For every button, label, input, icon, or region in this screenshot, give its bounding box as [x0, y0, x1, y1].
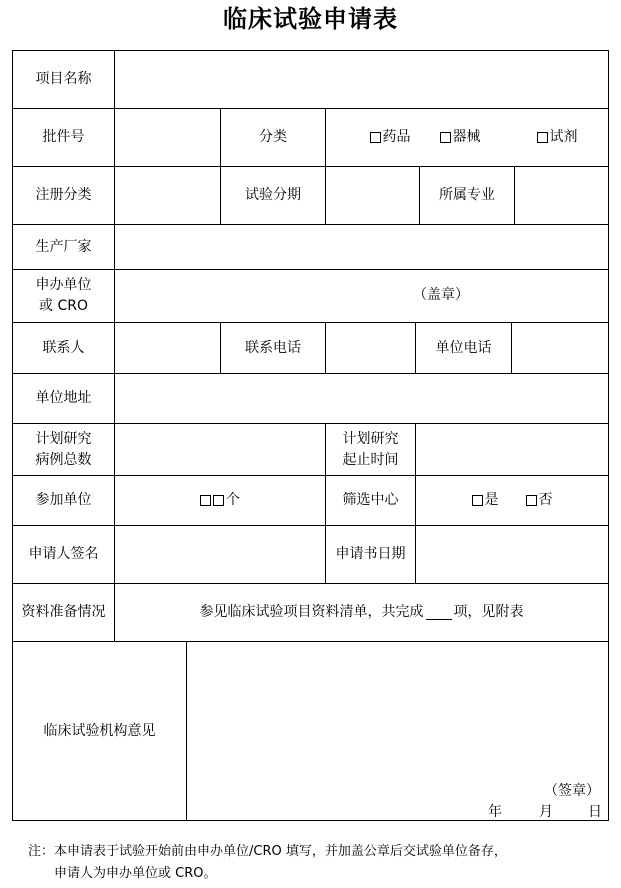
institution-opinion-label: 临床试验机构意见: [43, 722, 156, 739]
blank-box-icon: [213, 495, 224, 506]
contact-label: 联系人: [42, 339, 85, 356]
specialty-field[interactable]: [515, 167, 608, 224]
day-label: 日: [588, 804, 602, 820]
project-name-field[interactable]: [115, 51, 608, 108]
contact-phone-field[interactable]: [326, 323, 415, 373]
unit-phone-label: 单位电话: [435, 339, 492, 356]
applicant-signature-label: 申请人签名: [28, 546, 99, 562]
planned-period-field[interactable]: [416, 424, 608, 475]
batch-no-label: 批件号: [42, 129, 85, 145]
unit-address-label: 单位地址: [35, 390, 92, 406]
sponsor-field[interactable]: [115, 270, 608, 322]
materials-field[interactable]: 参见临床试验项目资料清单，共完成 项，见附表: [199, 604, 524, 620]
screening-center-label: 筛选中心: [342, 492, 399, 508]
category-option-reagent[interactable]: 试剂: [517, 109, 597, 166]
project-name-label: 项目名称: [35, 71, 92, 87]
trial-phase-field[interactable]: [326, 167, 419, 224]
table-border-bottom: [12, 820, 609, 821]
year-label: 年: [488, 804, 502, 820]
manufacturer-label: 生产厂家: [35, 238, 92, 255]
materials-label: 资料准备情况: [21, 604, 106, 620]
specialty-label: 所属专业: [439, 187, 495, 203]
checkbox-icon: [472, 495, 483, 506]
screening-no-option[interactable]: 否: [504, 476, 574, 525]
planned-cases-field[interactable]: [115, 424, 325, 475]
checkbox-icon: [537, 132, 548, 143]
applicant-signature-field[interactable]: [115, 526, 325, 583]
application-date-label: 申请书日期: [335, 546, 406, 562]
category-label: 分类: [259, 129, 287, 145]
planned-period-label: 计划研究 起止时间: [342, 430, 399, 468]
category-option-drug[interactable]: 药品: [350, 109, 430, 166]
checkbox-icon: [440, 132, 451, 143]
unit-phone-field[interactable]: [512, 323, 608, 373]
footnote-line-2: 申请人为申办单位或 CRO。: [54, 866, 217, 881]
category-option-device[interactable]: 器械: [420, 109, 500, 166]
seal-text: （盖章）: [413, 287, 469, 303]
contact-field[interactable]: [115, 323, 220, 373]
participating-units-field[interactable]: 个: [115, 476, 325, 525]
sign-seal-text: （签章）: [544, 783, 600, 799]
planned-cases-label: 计划研究 病例总数: [35, 430, 92, 468]
screening-yes-option[interactable]: 是: [450, 476, 520, 525]
registration-category-label: 注册分类: [35, 187, 92, 203]
contact-phone-label: 联系电话: [245, 339, 301, 356]
footnote: [28, 841, 608, 885]
manufacturer-field[interactable]: [115, 225, 608, 269]
col-divider: [325, 108, 326, 167]
batch-no-field[interactable]: [115, 109, 220, 166]
registration-category-field[interactable]: [115, 167, 220, 224]
participating-units-label: 参加单位: [35, 492, 92, 508]
checkbox-icon: [526, 495, 537, 506]
checkbox-icon: [370, 132, 381, 143]
application-date-field[interactable]: [416, 526, 608, 583]
unit-address-field[interactable]: [115, 374, 608, 423]
sponsor-label: 申办单位 或 CRO: [35, 277, 92, 314]
trial-phase-label: 试验分期: [245, 187, 301, 203]
month-label: 月: [539, 804, 553, 820]
footnote-line-1: 注：本申请表于试验开始前由申办单位/CRO 填写，并加盖公章后交试验单位备存，: [28, 844, 507, 859]
form-title: 临床试验申请表: [223, 4, 398, 33]
blank-box-icon: [200, 495, 211, 506]
count-blank[interactable]: [426, 605, 452, 620]
